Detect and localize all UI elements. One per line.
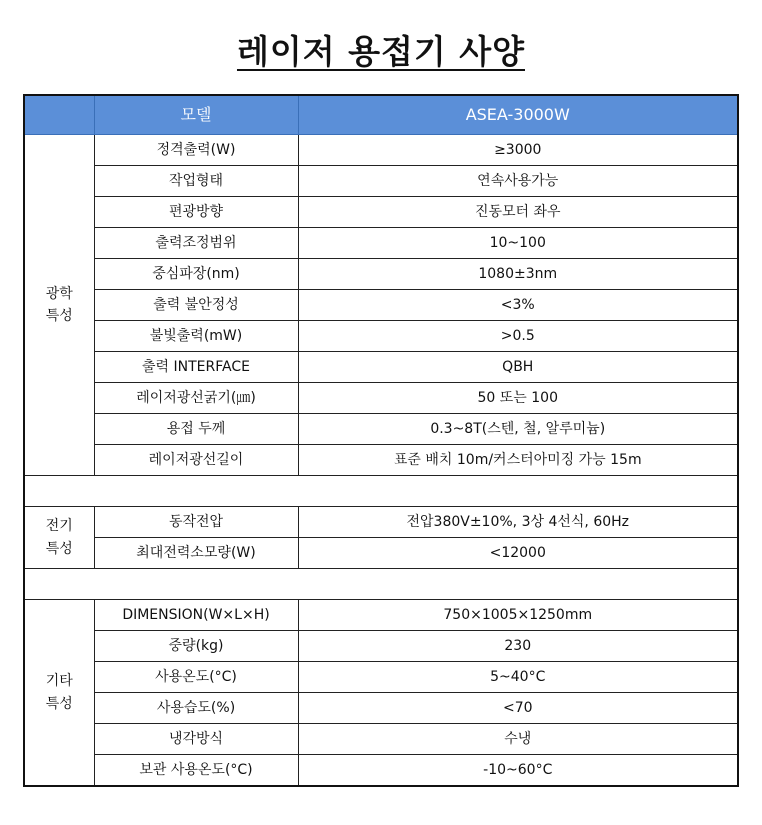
header-model-value-cell: ASEA-3000W [298, 95, 738, 135]
table-row [24, 414, 738, 445]
row-label: 중심파장(nm) [94, 259, 298, 290]
row-value: QBH [298, 352, 738, 383]
row-value: 10~100 [298, 228, 738, 259]
row-label: 편광방향 [94, 197, 298, 228]
row-value: 전압380V±10%, 3상 4선식, 60Hz [298, 507, 738, 538]
row-value: <70 [298, 693, 738, 724]
row-label: 출력 불안정성 [94, 290, 298, 321]
row-label: 동작전압 [94, 507, 298, 538]
row-label: DIMENSION(W×L×H) [94, 600, 298, 631]
row-value: 1080±3nm [298, 259, 738, 290]
page-title [0, 26, 762, 73]
table-header-row [24, 95, 738, 135]
table-row [24, 259, 738, 290]
row-value: 230 [298, 631, 738, 662]
row-label: 출력 INTERFACE [94, 352, 298, 383]
table-row [24, 166, 738, 197]
table-row [24, 197, 738, 228]
row-label: 불빛출력(mW) [94, 321, 298, 352]
table-row [24, 135, 738, 166]
spec-table [23, 94, 739, 787]
table-row [24, 600, 738, 631]
header-model-cell: 모델 [94, 95, 298, 135]
row-label: 보관 사용온도(°C) [94, 755, 298, 787]
row-label: 최대전력소모량(W) [94, 538, 298, 569]
row-value: 750×1005×1250mm [298, 600, 738, 631]
row-label: 레이저광선길이 [94, 445, 298, 476]
page-title-text: 레이저 용접기 사양 [236, 32, 525, 71]
header-blank-cell [24, 95, 94, 135]
category-other-line1: 기타 [45, 673, 73, 690]
row-label: 중량(kg) [94, 631, 298, 662]
row-value: >0.5 [298, 321, 738, 352]
category-optical-line1: 광학 [45, 285, 73, 302]
category-electrical-line1: 전기 [45, 518, 73, 535]
row-label: 출력조정범위 [94, 228, 298, 259]
row-value: 50 또는 100 [298, 383, 738, 414]
table-row [24, 538, 738, 569]
category-electrical [24, 507, 94, 569]
table-row [24, 755, 738, 787]
spacer-cell [24, 569, 738, 600]
table-row [24, 290, 738, 321]
row-value: 연속사용가능 [298, 166, 738, 197]
category-other [24, 600, 94, 787]
row-label: 작업형태 [94, 166, 298, 197]
row-label: 정격출력(W) [94, 135, 298, 166]
category-optical [24, 135, 94, 476]
row-value: 0.3~8T(스텐, 철, 알루미늄) [298, 414, 738, 445]
row-value: <3% [298, 290, 738, 321]
table-row [24, 321, 738, 352]
row-label: 사용습도(%) [94, 693, 298, 724]
table-row [24, 693, 738, 724]
row-value: 표준 배치 10m/커스터아미징 가능 15m [298, 445, 738, 476]
row-value: 5~40°C [298, 662, 738, 693]
table-row [24, 383, 738, 414]
table-row [24, 352, 738, 383]
row-value: 진동모터 좌우 [298, 197, 738, 228]
table-row [24, 724, 738, 755]
category-electrical-line2: 특성 [45, 540, 73, 557]
row-value: -10~60°C [298, 755, 738, 787]
row-label: 용접 두께 [94, 414, 298, 445]
spacer-row [24, 569, 738, 600]
row-label: 사용온도(°C) [94, 662, 298, 693]
row-value: 수냉 [298, 724, 738, 755]
table-row [24, 445, 738, 476]
row-label: 레이저광선굵기(㎛) [94, 383, 298, 414]
row-label: 냉각방식 [94, 724, 298, 755]
row-value: <12000 [298, 538, 738, 569]
table-row [24, 507, 738, 538]
category-other-line2: 특성 [45, 695, 73, 712]
table-row [24, 228, 738, 259]
table-row [24, 631, 738, 662]
category-optical-line2: 특성 [45, 308, 73, 324]
row-value: ≥3000 [298, 135, 738, 166]
table-row [24, 662, 738, 693]
spacer-row [24, 476, 738, 507]
spacer-cell [24, 476, 738, 507]
